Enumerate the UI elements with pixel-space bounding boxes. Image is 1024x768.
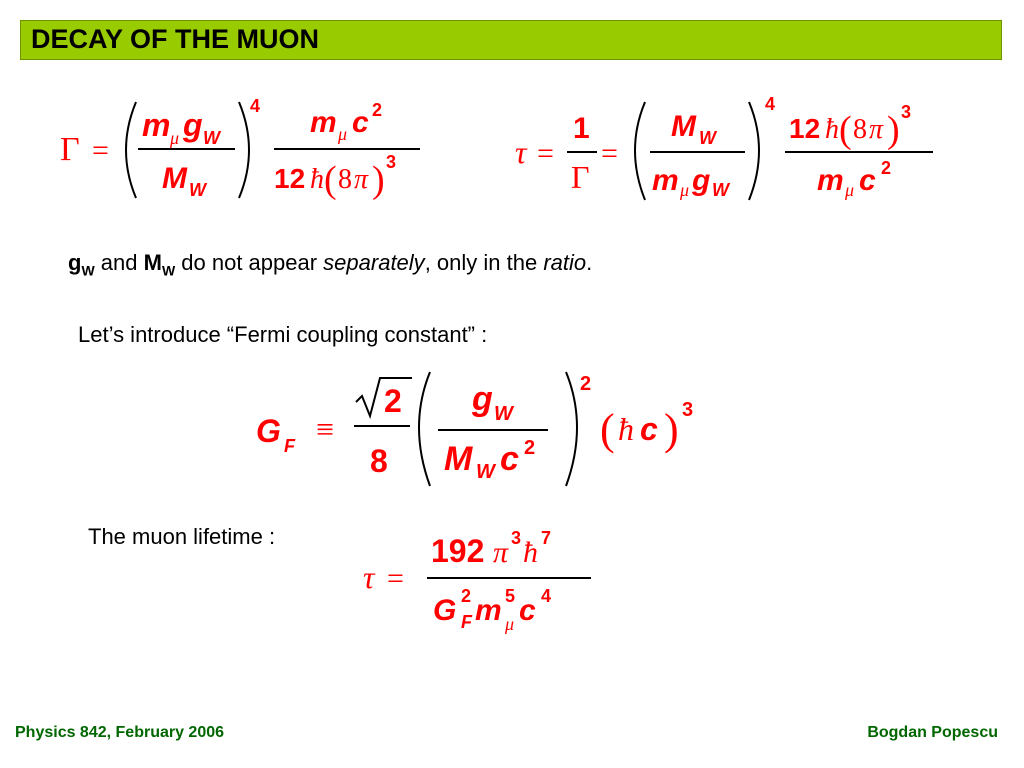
svg-text:M: M (671, 110, 696, 143)
svg-text:W: W (189, 180, 206, 200)
svg-text:m: m (475, 594, 502, 627)
svg-text:2: 2 (524, 437, 536, 459)
svg-text:μ: μ (505, 614, 515, 634)
svg-text:c: c (640, 411, 658, 447)
svg-text:c: c (500, 440, 519, 478)
svg-text:ħ: ħ (310, 164, 324, 195)
svg-text:2: 2 (372, 100, 383, 120)
ratio-word: ratio (543, 250, 587, 275)
svg-text:2: 2 (881, 158, 892, 178)
svg-text:=: = (601, 137, 618, 170)
svg-text:3: 3 (901, 102, 912, 122)
svg-text:μ: μ (680, 180, 690, 200)
svg-text:g: g (183, 107, 203, 143)
svg-text:2: 2 (580, 373, 592, 395)
svg-text:3: 3 (386, 152, 397, 172)
formula-gamma (50, 88, 450, 213)
m-subscript: W (161, 262, 176, 279)
svg-text:W: W (699, 128, 716, 148)
footer-right: Bogdan Popescu (867, 724, 998, 741)
svg-text:g: g (692, 164, 711, 197)
g-symbol: g (68, 250, 82, 275)
svg-text:(: ( (324, 159, 337, 201)
svg-text:W: W (476, 461, 495, 483)
separately-word: separately (323, 250, 425, 275)
svg-text:τ: τ (515, 134, 527, 170)
svg-text:): ) (664, 405, 679, 454)
svg-text:≡: ≡ (316, 411, 335, 447)
svg-text:c: c (859, 164, 876, 197)
svg-text:m: m (142, 107, 171, 143)
fermi-intro: Let’s introduce “Fermi coupling constant” : (78, 322, 488, 347)
and-text: and (94, 250, 144, 275)
footer-left: Physics 842, February 2006 (15, 724, 225, 741)
svg-text:=: = (92, 134, 109, 167)
statement-end: . (586, 250, 593, 275)
ratio-statement (68, 250, 592, 278)
svg-text:G: G (433, 594, 457, 627)
svg-text:g: g (472, 380, 493, 418)
svg-text:Γ: Γ (60, 131, 80, 168)
svg-text:W: W (712, 180, 729, 200)
svg-text:ħ: ħ (618, 411, 634, 447)
svg-text:μ: μ (338, 124, 348, 144)
formula-tau (505, 88, 945, 213)
svg-text:3: 3 (511, 528, 522, 548)
svg-text:ħ: ħ (825, 114, 839, 145)
svg-text:7: 7 (541, 528, 552, 548)
svg-text:5: 5 (505, 586, 516, 606)
svg-text:(: ( (600, 405, 615, 454)
svg-text:F: F (284, 436, 295, 456)
svg-text:1: 1 (573, 112, 590, 145)
svg-text:F: F (461, 612, 472, 632)
svg-text:3: 3 (682, 399, 694, 421)
formula-muon-lifetime (355, 520, 605, 645)
svg-text:m: m (817, 164, 844, 197)
svg-text:4: 4 (765, 94, 776, 114)
svg-text:=: = (537, 137, 554, 170)
m-symbol: M (143, 250, 162, 275)
svg-text:): ) (372, 159, 385, 201)
svg-text:M: M (162, 162, 187, 195)
svg-text:m: m (652, 164, 679, 197)
svg-text:μ: μ (845, 180, 855, 200)
statement-part1: do not appear (175, 250, 324, 275)
svg-text:=: = (387, 562, 404, 595)
title-bar (20, 20, 1002, 60)
svg-text:π: π (869, 114, 884, 145)
svg-text:(: ( (839, 109, 852, 151)
svg-text:c: c (519, 594, 536, 627)
svg-text:W: W (494, 403, 513, 425)
svg-text:G: G (256, 413, 281, 449)
formula-fermi-constant (250, 360, 710, 495)
svg-text:ħ: ħ (523, 536, 538, 569)
g-subscript: W (81, 262, 95, 279)
svg-text:8: 8 (338, 164, 352, 195)
svg-text:c: c (352, 106, 369, 139)
svg-text:W: W (203, 128, 220, 148)
svg-text:π: π (493, 536, 509, 569)
svg-text:m: m (310, 106, 337, 139)
svg-text:τ: τ (363, 559, 375, 595)
svg-text:4: 4 (541, 586, 552, 606)
svg-text:12: 12 (789, 113, 821, 144)
svg-text:192: 192 (431, 533, 485, 569)
statement-part2: , only in the (424, 250, 544, 275)
slide-title: DECAY OF THE MUON (31, 24, 320, 54)
lifetime-label: The muon lifetime : (88, 524, 276, 549)
svg-text:μ: μ (170, 128, 180, 148)
svg-text:4: 4 (250, 96, 261, 116)
svg-text:π: π (354, 164, 369, 195)
svg-text:8: 8 (370, 443, 388, 479)
svg-text:8: 8 (853, 114, 867, 145)
svg-text:): ) (887, 109, 900, 151)
svg-text:M: M (444, 440, 473, 478)
svg-text:2: 2 (461, 586, 472, 606)
svg-text:12: 12 (274, 163, 306, 194)
svg-text:Γ: Γ (571, 159, 590, 195)
svg-text:2: 2 (384, 383, 402, 419)
